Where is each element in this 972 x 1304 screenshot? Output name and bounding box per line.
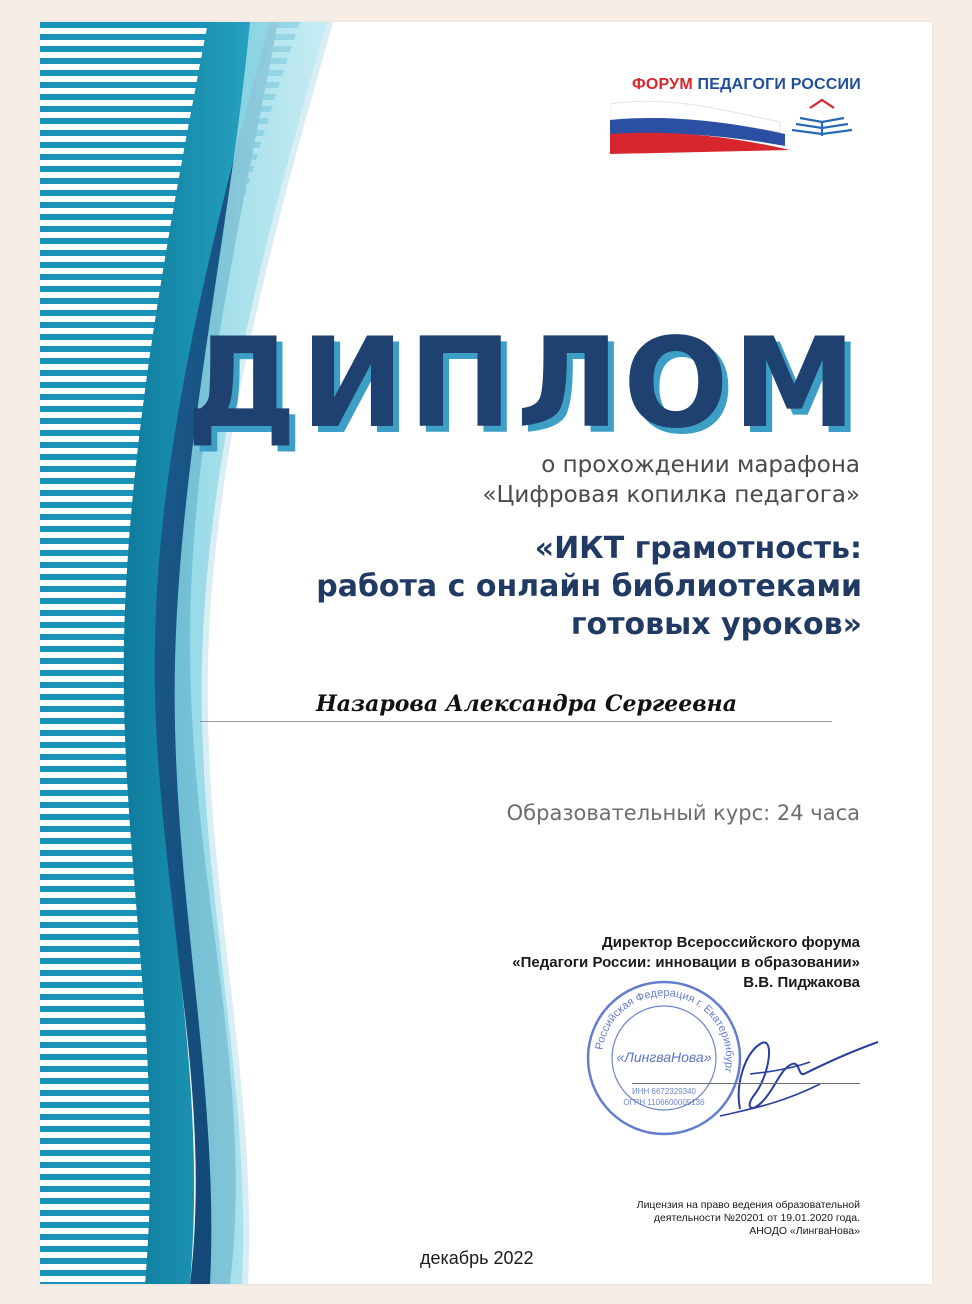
stamp-ogrn: ОГРН 1106600005136	[623, 1098, 705, 1107]
license-line-3: АНОДО «ЛингваНова»	[749, 1225, 860, 1237]
theme-line-2: работа с онлайн библиотеками	[316, 569, 862, 604]
marathon-theme	[316, 530, 862, 644]
subtitle-line-1: о прохождении марафона	[541, 452, 860, 478]
signatory-line-2: «Педагоги России: инновации в образовании»	[512, 954, 860, 971]
theme-line-3: готовых уроков»	[570, 607, 862, 642]
license-line-1: Лицензия на право ведения образовательной	[636, 1199, 860, 1211]
signature-line	[632, 1083, 860, 1084]
stamp-inn: ИНН 6672329340	[631, 1087, 697, 1096]
license-info	[637, 1199, 860, 1238]
logo-word-pedagogi: ПЕДАГОГИ РОССИИ	[697, 76, 861, 93]
diploma-title: ДИПЛОМ	[186, 312, 860, 456]
license-line-2: деятельности №20201 от 19.01.2020 года.	[653, 1212, 860, 1224]
course-duration: Образовательный курс: 24 часа	[506, 801, 860, 825]
recipient-name: Назарова Александра Сергеевна	[316, 691, 737, 717]
signatory-name: В.В. Пиджакова	[743, 974, 860, 991]
handwritten-signature	[700, 1014, 880, 1124]
diploma-sheet	[40, 22, 932, 1284]
book-icon	[792, 100, 852, 136]
logo-title	[632, 76, 861, 94]
subtitle-line-2: «Цифровая копилка педагога»	[482, 482, 860, 508]
issue-date: декабрь 2022	[420, 1248, 534, 1268]
signatory-line-1: Директор Всероссийского форума	[602, 934, 860, 951]
recipient-underline	[200, 721, 832, 722]
stamp-center-text: «ЛингваНова»	[616, 1049, 712, 1065]
theme-line-1: «ИКТ грамотность:	[534, 531, 862, 566]
logo-word-forum: ФОРУМ	[632, 76, 693, 93]
stamp-ring-text: Российская Федерация г. Екатеринбург	[593, 986, 736, 1074]
